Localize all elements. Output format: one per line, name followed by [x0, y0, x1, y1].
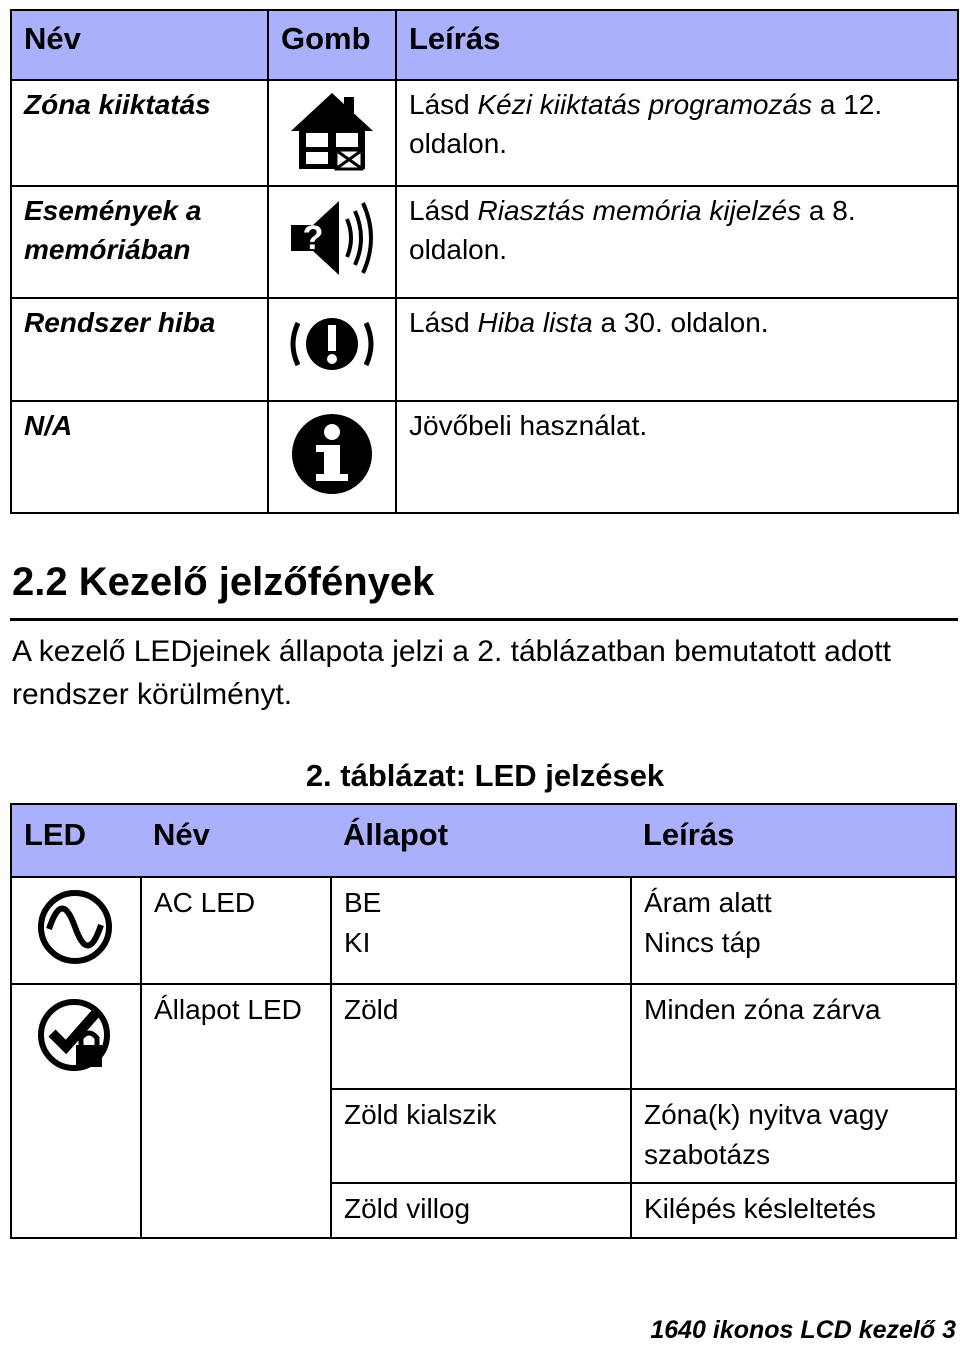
info-icon: [268, 401, 396, 513]
table-row: [11, 80, 958, 186]
button-table: [10, 9, 959, 514]
led-state: Zöld kialszik: [331, 1089, 631, 1183]
row-name: Események a memóriában: [11, 186, 268, 298]
header-button: Gomb: [268, 10, 396, 80]
led-name: AC LED: [141, 877, 331, 984]
ac-led-icon-cell: [11, 877, 141, 984]
check-lock-icon: [36, 995, 114, 1075]
header-description: Leírás: [396, 10, 958, 80]
led-state: Zöld villog: [331, 1183, 631, 1238]
led-name: Állapot LED: [141, 984, 331, 1238]
svg-text:?: ?: [302, 219, 324, 257]
header-led: LED: [11, 804, 141, 877]
led-description: Áram alatt Nincs táp: [631, 877, 956, 984]
row-description: Lásd Hiba lista a 30. oldalon.: [396, 298, 958, 401]
trouble-exclamation-icon: [268, 298, 396, 401]
speaker-question-icon: [268, 186, 396, 298]
section-paragraph: A kezelő LEDjeinek állapota jelzi a 2. táblázatban bemutatott adott rendszer körülményt.: [12, 635, 891, 711]
header-state: Állapot: [331, 804, 631, 877]
table-row: [11, 877, 956, 984]
led-description: Kilépés késleltetés: [631, 1183, 956, 1238]
led-state: BE KI: [331, 877, 631, 984]
table-row: [11, 298, 958, 401]
led-description: Minden zóna zárva: [631, 984, 956, 1089]
row-description: Lásd Riasztás memória kijelzés a 8. oldalon.: [396, 186, 958, 298]
table-caption: 2. táblázat: LED jelzések: [305, 758, 665, 793]
section-divider: [10, 618, 958, 621]
house-bypass-icon: [268, 80, 396, 186]
row-description: Lásd Kézi kiiktatás programozás a 12. oldalon.: [396, 80, 958, 186]
section-title: 2.2 Kezelő jelzőfények: [12, 560, 435, 604]
led-state: Zöld: [331, 984, 631, 1089]
page-footer: 1640 ikonos LCD kezelő 3: [650, 1316, 956, 1344]
row-description: Jövőbeli használat.: [396, 401, 958, 513]
header-name: Név: [11, 10, 268, 80]
header-name: Név: [141, 804, 331, 877]
table-row: [11, 401, 958, 513]
row-name: Zóna kiiktatás: [11, 80, 268, 186]
led-table: [10, 803, 957, 1239]
row-name: N/A: [11, 401, 268, 513]
status-led-icon-cell: [11, 984, 141, 1238]
ac-sine-icon: [36, 888, 114, 966]
header-description: Leírás: [631, 804, 956, 877]
table-row: [11, 186, 958, 298]
led-description: Zóna(k) nyitva vagy szabotázs: [631, 1089, 956, 1183]
table-header-row: [11, 10, 958, 80]
table-row: [11, 984, 956, 1089]
row-name: Rendszer hiba: [11, 298, 268, 401]
table-header-row: [11, 804, 956, 877]
